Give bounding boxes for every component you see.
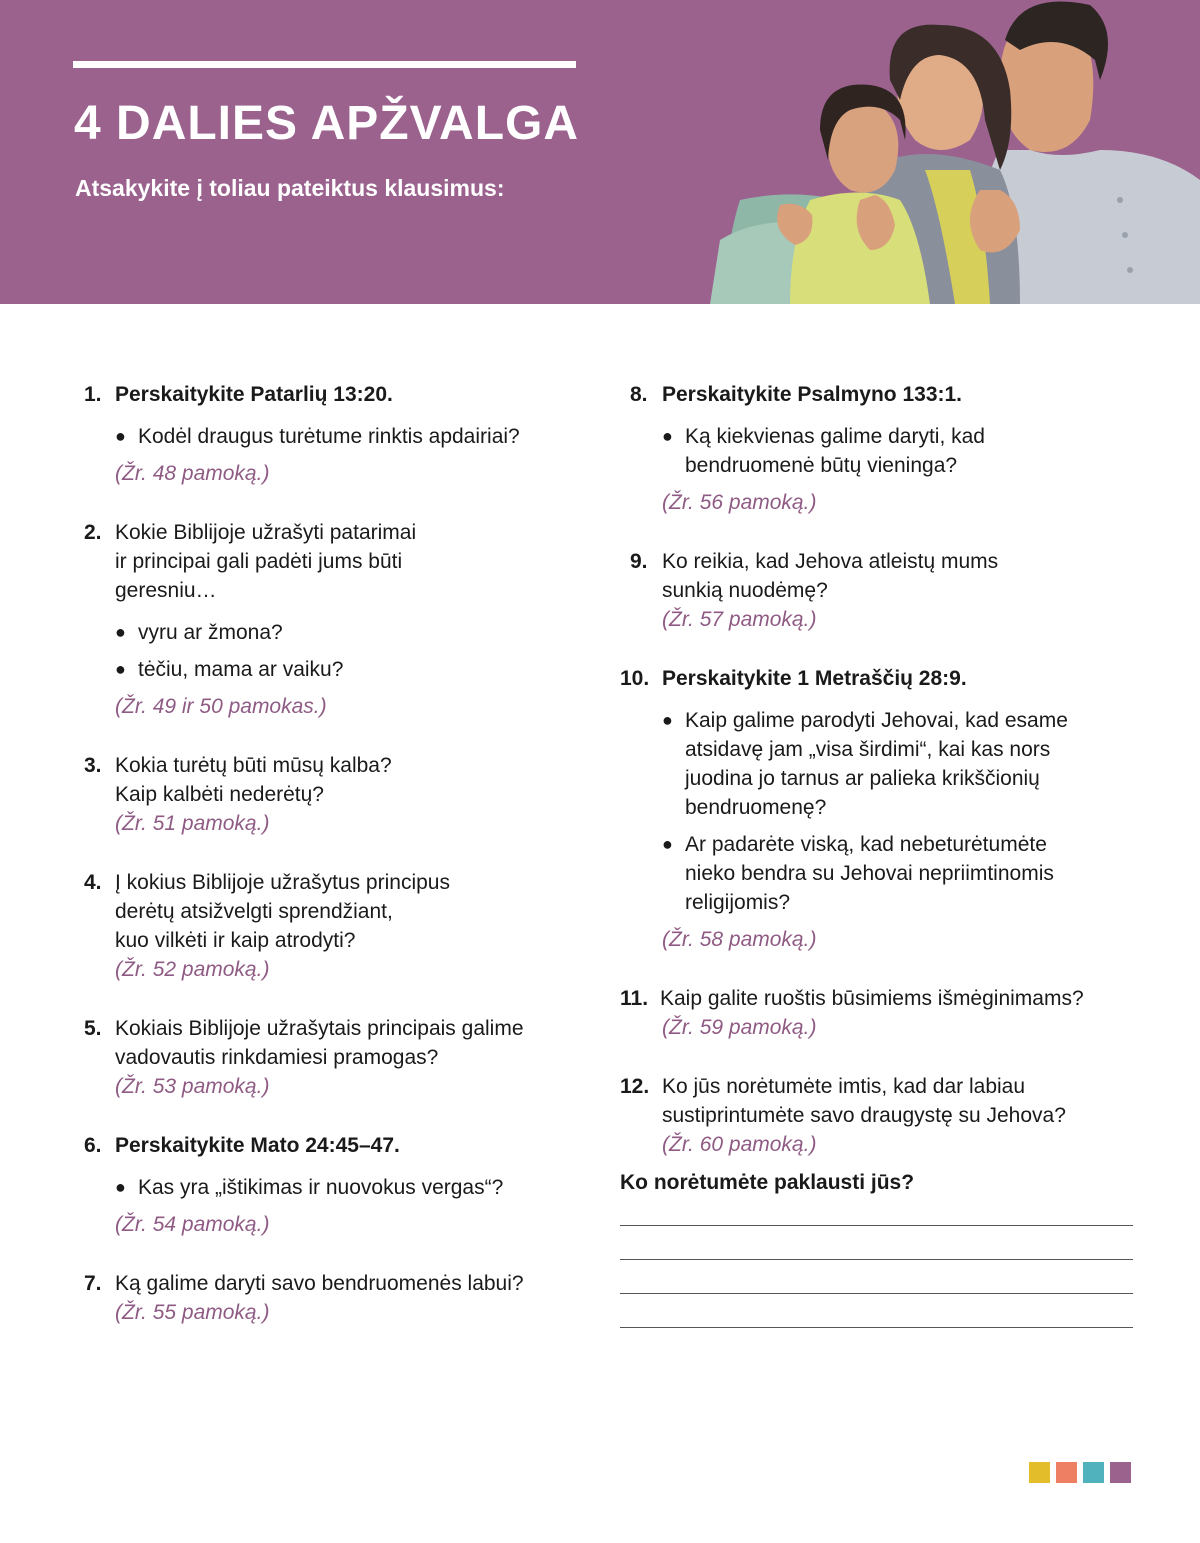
question-text: Kokia turėtų būti mūsų kalba? Kaip kalbėti nederėtų? xyxy=(115,754,392,806)
bullet-text: Ką kiekvienas galime daryti, kad bendruomenė būtų vieninga? xyxy=(685,425,985,477)
list-item xyxy=(84,1173,584,1202)
lesson-reference: (Žr. 55 pamoką.) xyxy=(115,1301,270,1324)
header-rule xyxy=(73,61,576,68)
question-6 xyxy=(84,1131,584,1239)
question-number: 3. xyxy=(84,754,102,777)
lesson-reference: (Žr. 60 pamoką.) xyxy=(662,1133,817,1156)
question-text: Kokiais Biblijoje užrašytais principais galime vadovautis rinkdamiesi pramogas? xyxy=(115,1017,524,1069)
bullet-icon: ● xyxy=(662,710,673,730)
lesson-reference: (Žr. 52 pamoką.) xyxy=(115,958,270,981)
question-5 xyxy=(84,1014,584,1101)
question-text: Ką galime daryti savo bendruomenės labui? xyxy=(115,1272,524,1295)
answer-line[interactable] xyxy=(620,1259,1133,1260)
lesson-reference: (Žr. 51 pamoką.) xyxy=(115,812,270,835)
list-item xyxy=(620,422,1140,480)
question-number: 2. xyxy=(84,521,102,544)
bullet-text: tėčiu, mama ar vaiku? xyxy=(138,658,344,681)
list-item xyxy=(620,830,1140,917)
bullet-icon: ● xyxy=(662,426,673,446)
question-number: 11. xyxy=(620,987,649,1010)
question-read-instruction: Perskaitykite Patarlių 13:20. xyxy=(115,383,393,406)
question-7 xyxy=(84,1269,584,1327)
bullet-list xyxy=(84,618,584,684)
question-12 xyxy=(620,1072,1140,1159)
question-8 xyxy=(620,380,1140,517)
answer-line[interactable] xyxy=(620,1327,1133,1328)
answer-line[interactable] xyxy=(620,1293,1133,1294)
bullet-text: Kaip galime parodyti Jehovai, kad esame atsidavę jam „visa širdimi“, kai kas nors juodina jo tarnus ar palieka krikščionių bendruomenę? xyxy=(685,709,1068,819)
list-item xyxy=(620,706,1140,822)
question-number: 4. xyxy=(84,871,102,894)
bullet-list xyxy=(620,706,1140,917)
lesson-reference: (Žr. 57 pamoką.) xyxy=(662,608,817,631)
bullet-list xyxy=(84,1173,584,1202)
lesson-reference: (Žr. 53 pamoką.) xyxy=(115,1075,270,1098)
lesson-reference: (Žr. 56 pamoką.) xyxy=(662,491,817,514)
bullet-icon: ● xyxy=(115,1177,126,1197)
list-item xyxy=(84,618,584,647)
question-text: Ko reikia, kad Jehova atleistų mums sunkią nuodėmę? xyxy=(662,550,999,602)
page-subtitle: Atsakykite į toliau pateiktus klausimus: xyxy=(75,175,505,201)
question-number: 1. xyxy=(84,383,102,406)
list-item xyxy=(84,422,584,451)
bullet-text: Kodėl draugus turėtume rinktis apdairiai? xyxy=(138,425,520,448)
bullet-list xyxy=(84,422,584,451)
yellow-square-icon xyxy=(1029,1462,1050,1483)
question-number: 12. xyxy=(620,1075,650,1098)
question-number: 9. xyxy=(630,550,648,573)
question-number: 8. xyxy=(630,383,648,406)
family-praying-illustration xyxy=(700,0,1200,304)
question-text: Kaip galite ruoštis būsimiems išmėginimams? xyxy=(660,987,1084,1010)
question-11 xyxy=(620,984,1140,1042)
lesson-reference: (Žr. 49 ir 50 pamokas.) xyxy=(115,695,327,718)
question-2 xyxy=(84,518,584,721)
bullet-text: Kas yra „ištikimas ir nuovokus vergas“? xyxy=(138,1176,504,1199)
question-text: Į kokius Biblijoje užrašytus principus derėtų atsižvelgti sprendžiant, kuo vilkėti ir kaip atrodyti? xyxy=(115,871,450,952)
question-read-instruction: Perskaitykite Psalmyno 133:1. xyxy=(662,383,963,406)
question-number: 7. xyxy=(84,1272,102,1295)
lesson-reference: (Žr. 54 pamoką.) xyxy=(115,1213,270,1236)
question-number: 10. xyxy=(620,667,650,690)
questions-right-column xyxy=(620,380,1140,1189)
questions-left-column xyxy=(84,380,584,1357)
ask-question-heading: Ko norėtumėte paklausti jūs? xyxy=(620,1171,915,1194)
purple-square-icon xyxy=(1110,1462,1131,1483)
lesson-reference: (Žr. 58 pamoką.) xyxy=(662,928,817,951)
answer-line[interactable] xyxy=(620,1225,1133,1226)
page-title: 4 DALIES APŽVALGA xyxy=(74,97,580,150)
lesson-reference: (Žr. 48 pamoką.) xyxy=(115,462,270,485)
bullet-icon: ● xyxy=(115,659,126,679)
question-4 xyxy=(84,868,584,984)
color-squares-decoration xyxy=(1029,1462,1131,1483)
bullet-text: vyru ar žmona? xyxy=(138,621,283,644)
question-1 xyxy=(84,380,584,488)
lesson-reference: (Žr. 59 pamoką.) xyxy=(662,1016,817,1039)
bullet-list xyxy=(620,422,1140,480)
list-item xyxy=(84,655,584,684)
question-3 xyxy=(84,751,584,838)
question-number: 5. xyxy=(84,1017,102,1040)
bullet-icon: ● xyxy=(115,622,126,642)
teal-square-icon xyxy=(1083,1462,1104,1483)
bullet-icon: ● xyxy=(662,834,673,854)
question-10 xyxy=(620,664,1140,954)
coral-square-icon xyxy=(1056,1462,1077,1483)
question-read-instruction: Perskaitykite Mato 24:45–47. xyxy=(115,1134,400,1157)
question-number: 6. xyxy=(84,1134,102,1157)
question-text: Kokie Biblijoje užrašyti patarimai ir principai gali padėti jums būti geresniu… xyxy=(115,521,417,602)
header-banner xyxy=(0,0,1200,304)
question-text: Ko jūs norėtumėte imtis, kad dar labiau sustiprintumėte savo draugystę su Jehova? xyxy=(662,1075,1066,1127)
bullet-icon: ● xyxy=(115,426,126,446)
bullet-text: Ar padarėte viską, kad nebeturėtumėte nieko bendra su Jehovai nepriimtinomis religijomis? xyxy=(685,833,1054,914)
question-read-instruction: Perskaitykite 1 Metraščių 28:9. xyxy=(662,667,967,690)
question-9 xyxy=(620,547,1140,634)
